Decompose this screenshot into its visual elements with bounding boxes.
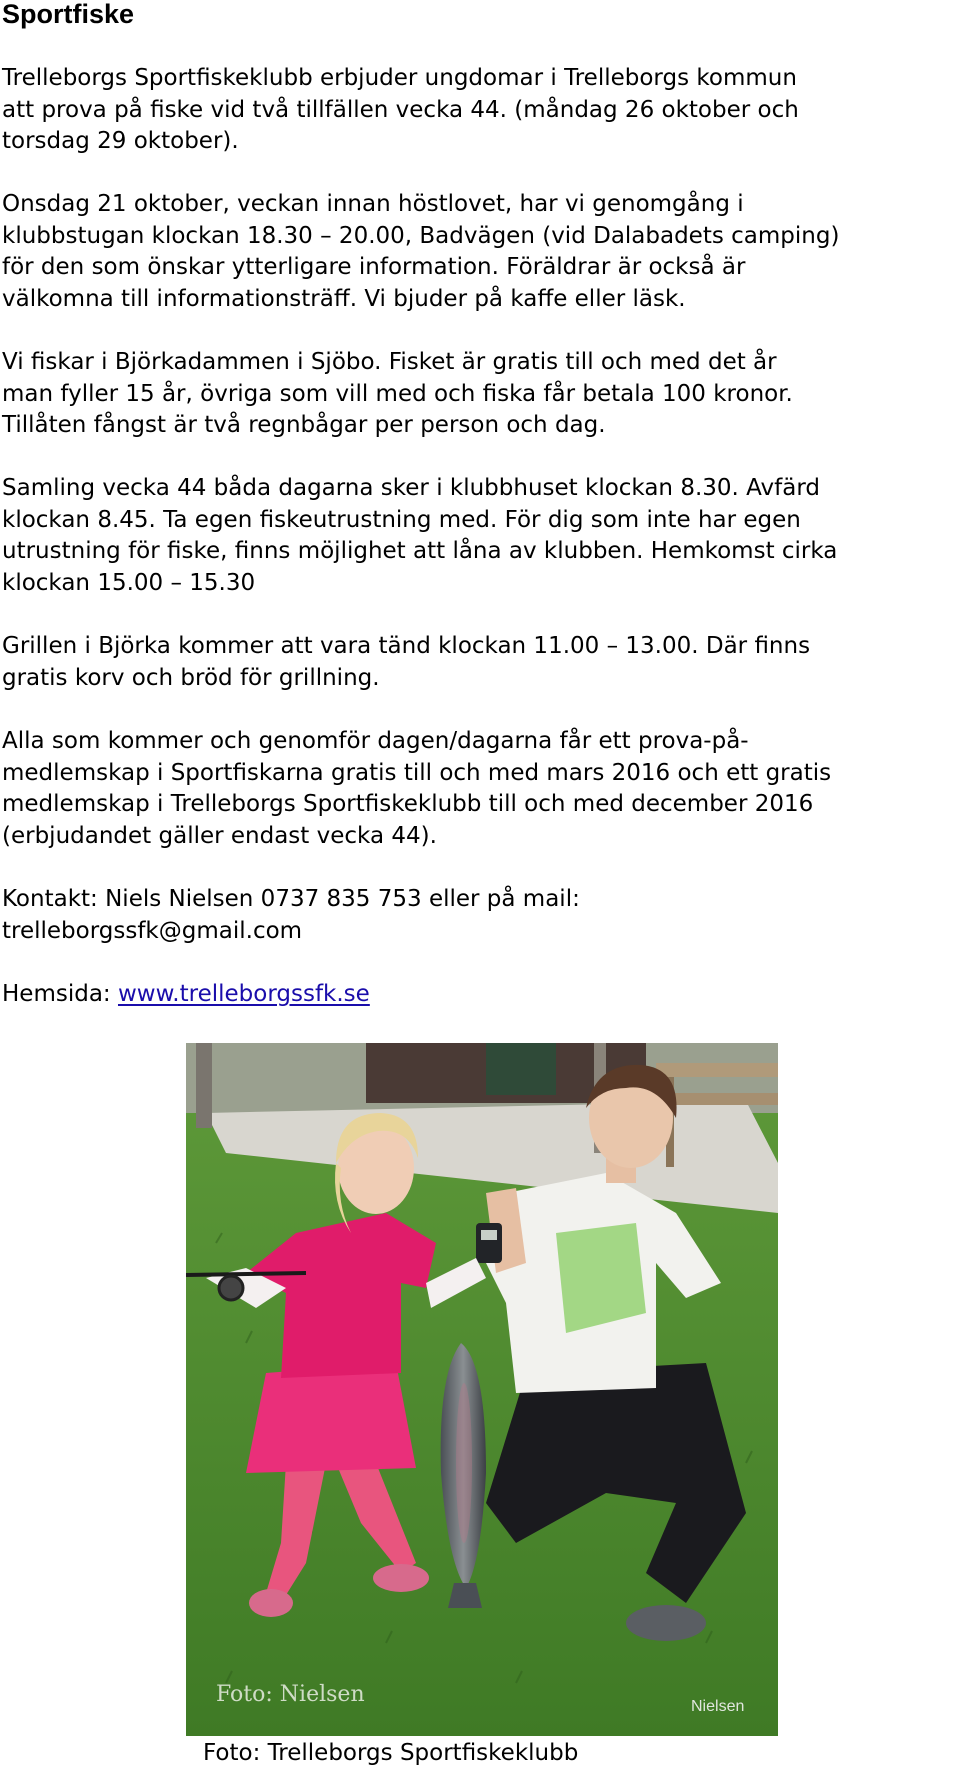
- paragraph-intro: [2, 63, 799, 158]
- paragraph-info-meeting: [2, 189, 839, 315]
- photo-watermark-left: Foto: Nielsen: [216, 1682, 365, 1707]
- paragraph-line: Kontakt: Niels Nielsen 0737 835 753 eller på mail:: [2, 886, 580, 912]
- homepage-line: [2, 979, 370, 1011]
- paragraph-membership: [2, 726, 831, 852]
- paragraph-line: klockan 15.00 – 15.30: [2, 569, 256, 596]
- paragraph-line: Tillåten fångst är två regnbågar per person och dag.: [2, 412, 606, 439]
- photo-caption: Foto: Trelleborgs Sportfiskeklubb: [203, 1740, 579, 1766]
- paragraph-line: Trelleborgs Sportfiskeklubb erbjuder ungdomar i Trelleborgs kommun: [2, 65, 797, 91]
- homepage-link[interactable]: www.trelleborgssfk.se: [117, 981, 370, 1007]
- photo-watermark-right: Nielsen: [691, 1698, 745, 1715]
- paragraph-line: gratis korv och bröd för grillning.: [2, 664, 380, 691]
- photo-girl-and-boy-with-trout: [186, 1043, 778, 1736]
- paragraph-line: torsdag 29 oktober).: [2, 128, 239, 155]
- paragraph-line: Onsdag 21 oktober, veckan innan höstlovet, har vi genomgång i: [2, 191, 744, 217]
- paragraph-line: klockan 8.45. Ta egen fiskeutrustning med. För dig som inte har egen: [2, 506, 801, 533]
- photo-illustration: [186, 1043, 778, 1736]
- page-title: Sportfiske: [2, 0, 135, 29]
- paragraph-contact: [2, 884, 580, 947]
- paragraph-line: medlemskap i Trelleborgs Sportfiskeklubb till och med december 2016: [2, 791, 814, 818]
- paragraph-line: (erbjudandet gäller endast vecka 44).: [2, 822, 437, 849]
- paragraph-line: Samling vecka 44 båda dagarna sker i klubbhuset klockan 8.30. Avfärd: [2, 475, 820, 501]
- paragraph-line: Grillen i Björka kommer att vara tänd klockan 11.00 – 13.00. Där finns: [2, 633, 811, 659]
- paragraph-line: Vi fiskar i Björkadammen i Sjöbo. Fisket är gratis till och med det år: [2, 349, 777, 375]
- paragraph-line: Alla som kommer och genomför dagen/dagarna får ett prova-på-: [2, 728, 749, 754]
- paragraph-line: välkomna till informationsträff. Vi bjuder på kaffe eller läsk.: [2, 285, 686, 312]
- paragraph-line: att prova på fiske vid två tillfällen vecka 44. (måndag 26 oktober och: [2, 96, 799, 123]
- paragraph-grill: [2, 631, 810, 694]
- paragraph-fishing-location: [2, 347, 793, 442]
- paragraph-line: trelleborgssfk@gmail.com: [2, 917, 303, 944]
- paragraph-line: för den som önskar ytterligare information. Föräldrar är också är: [2, 254, 746, 281]
- paragraph-schedule: [2, 473, 837, 599]
- paragraph-line: utrustning för fiske, finns möjlighet att låna av klubben. Hemkomst cirka: [2, 538, 838, 565]
- paragraph-line: man fyller 15 år, övriga som vill med och fiska får betala 100 kronor.: [2, 380, 793, 407]
- paragraph-line: medlemskap i Sportfiskarna gratis till och med mars 2016 och ett gratis: [2, 759, 832, 786]
- paragraph-line: klubbstugan klockan 18.30 – 20.00, Badvägen (vid Dalabadets camping): [2, 222, 840, 249]
- homepage-label: Hemsida:: [2, 981, 118, 1007]
